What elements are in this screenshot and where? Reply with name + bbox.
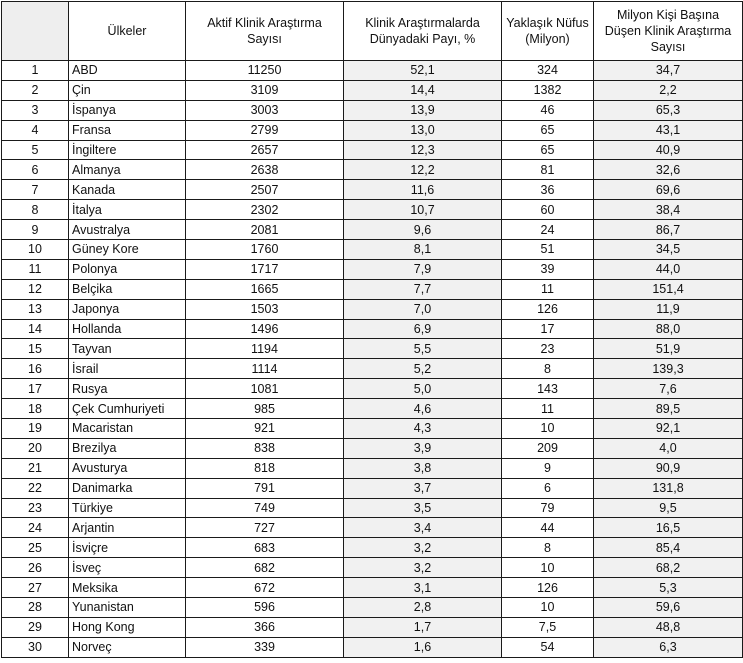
cell-population: 11	[502, 399, 594, 419]
cell-rank: 12	[2, 279, 69, 299]
cell-world-share: 3,2	[344, 538, 502, 558]
cell-population: 79	[502, 498, 594, 518]
cell-per-million: 5,3	[594, 578, 743, 598]
cell-active-trials: 985	[186, 399, 344, 419]
cell-per-million: 11,9	[594, 299, 743, 319]
cell-per-million: 65,3	[594, 100, 743, 120]
cell-country: Danimarka	[69, 478, 186, 498]
cell-population: 10	[502, 558, 594, 578]
cell-active-trials: 818	[186, 458, 344, 478]
table-row	[2, 299, 743, 319]
table-row	[2, 61, 743, 81]
header-row	[2, 2, 743, 61]
cell-per-million: 34,7	[594, 61, 743, 81]
cell-world-share: 7,0	[344, 299, 502, 319]
cell-world-share: 2,8	[344, 598, 502, 618]
cell-per-million: 38,4	[594, 200, 743, 220]
cell-population: 81	[502, 160, 594, 180]
cell-country: ABD	[69, 61, 186, 81]
cell-active-trials: 749	[186, 498, 344, 518]
table-row	[2, 200, 743, 220]
cell-country: Türkiye	[69, 498, 186, 518]
cell-country: Hollanda	[69, 319, 186, 339]
table-row	[2, 498, 743, 518]
cell-per-million: 89,5	[594, 399, 743, 419]
cell-active-trials: 2657	[186, 140, 344, 160]
cell-country: Meksika	[69, 578, 186, 598]
cell-world-share: 3,2	[344, 558, 502, 578]
cell-country: Rusya	[69, 379, 186, 399]
cell-per-million: 85,4	[594, 538, 743, 558]
table-row	[2, 279, 743, 299]
table-row	[2, 458, 743, 478]
cell-country: Norveç	[69, 637, 186, 657]
table-row	[2, 419, 743, 439]
cell-population: 44	[502, 518, 594, 538]
cell-active-trials: 1081	[186, 379, 344, 399]
cell-active-trials: 1717	[186, 259, 344, 279]
cell-population: 1382	[502, 80, 594, 100]
cell-world-share: 11,6	[344, 180, 502, 200]
cell-active-trials: 1503	[186, 299, 344, 319]
cell-world-share: 3,9	[344, 438, 502, 458]
cell-world-share: 52,1	[344, 61, 502, 81]
cell-world-share: 5,5	[344, 339, 502, 359]
cell-population: 143	[502, 379, 594, 399]
cell-rank: 28	[2, 598, 69, 618]
cell-per-million: 68,2	[594, 558, 743, 578]
cell-rank: 17	[2, 379, 69, 399]
cell-rank: 13	[2, 299, 69, 319]
cell-country: Arjantin	[69, 518, 186, 538]
cell-population: 17	[502, 319, 594, 339]
cell-world-share: 3,8	[344, 458, 502, 478]
cell-population: 126	[502, 578, 594, 598]
table-row	[2, 259, 743, 279]
cell-rank: 19	[2, 419, 69, 439]
cell-world-share: 4,6	[344, 399, 502, 419]
cell-per-million: 92,1	[594, 419, 743, 439]
cell-per-million: 16,5	[594, 518, 743, 538]
cell-population: 24	[502, 220, 594, 240]
cell-world-share: 13,0	[344, 120, 502, 140]
cell-per-million: 151,4	[594, 279, 743, 299]
cell-rank: 29	[2, 617, 69, 637]
table-row	[2, 617, 743, 637]
cell-active-trials: 2799	[186, 120, 344, 140]
cell-world-share: 9,6	[344, 220, 502, 240]
cell-country: İsviçre	[69, 538, 186, 558]
cell-active-trials: 683	[186, 538, 344, 558]
cell-rank: 21	[2, 458, 69, 478]
clinical-trials-table	[1, 1, 743, 658]
cell-per-million: 9,5	[594, 498, 743, 518]
cell-rank: 2	[2, 80, 69, 100]
cell-active-trials: 727	[186, 518, 344, 538]
header-world-share: Klinik Araştırmalarda Dünyadaki Payı, %	[344, 2, 502, 61]
cell-rank: 26	[2, 558, 69, 578]
cell-population: 39	[502, 259, 594, 279]
table-row	[2, 160, 743, 180]
cell-world-share: 14,4	[344, 80, 502, 100]
cell-population: 10	[502, 598, 594, 618]
cell-world-share: 3,1	[344, 578, 502, 598]
cell-population: 60	[502, 200, 594, 220]
cell-population: 126	[502, 299, 594, 319]
cell-active-trials: 682	[186, 558, 344, 578]
cell-active-trials: 2302	[186, 200, 344, 220]
cell-population: 8	[502, 359, 594, 379]
cell-population: 54	[502, 637, 594, 657]
cell-active-trials: 921	[186, 419, 344, 439]
cell-country: Hong Kong	[69, 617, 186, 637]
cell-rank: 23	[2, 498, 69, 518]
cell-world-share: 7,9	[344, 259, 502, 279]
cell-world-share: 4,3	[344, 419, 502, 439]
cell-world-share: 3,4	[344, 518, 502, 538]
cell-rank: 24	[2, 518, 69, 538]
cell-rank: 16	[2, 359, 69, 379]
cell-rank: 5	[2, 140, 69, 160]
cell-per-million: 6,3	[594, 637, 743, 657]
cell-active-trials: 1665	[186, 279, 344, 299]
header-per-million: Milyon Kişi Başına Düşen Klinik Araştırma Sayısı	[594, 2, 743, 61]
cell-population: 9	[502, 458, 594, 478]
table-row	[2, 319, 743, 339]
cell-per-million: 131,8	[594, 478, 743, 498]
cell-population: 11	[502, 279, 594, 299]
table-row	[2, 180, 743, 200]
table-row	[2, 220, 743, 240]
table-row	[2, 80, 743, 100]
cell-per-million: 88,0	[594, 319, 743, 339]
cell-per-million: 32,6	[594, 160, 743, 180]
cell-country: İspanya	[69, 100, 186, 120]
table-row	[2, 578, 743, 598]
table-row	[2, 240, 743, 260]
cell-rank: 1	[2, 61, 69, 81]
cell-country: Polonya	[69, 259, 186, 279]
cell-world-share: 1,6	[344, 637, 502, 657]
cell-rank: 4	[2, 120, 69, 140]
cell-country: İtalya	[69, 200, 186, 220]
cell-per-million: 7,6	[594, 379, 743, 399]
table-row	[2, 120, 743, 140]
table-row	[2, 339, 743, 359]
cell-active-trials: 838	[186, 438, 344, 458]
cell-rank: 15	[2, 339, 69, 359]
cell-country: Japonya	[69, 299, 186, 319]
cell-country: Yunanistan	[69, 598, 186, 618]
cell-rank: 3	[2, 100, 69, 120]
cell-active-trials: 2638	[186, 160, 344, 180]
table-row	[2, 438, 743, 458]
cell-rank: 25	[2, 538, 69, 558]
cell-world-share: 12,3	[344, 140, 502, 160]
cell-rank: 6	[2, 160, 69, 180]
cell-population: 65	[502, 120, 594, 140]
cell-per-million: 90,9	[594, 458, 743, 478]
cell-population: 324	[502, 61, 594, 81]
table-row	[2, 359, 743, 379]
cell-world-share: 13,9	[344, 100, 502, 120]
cell-active-trials: 3003	[186, 100, 344, 120]
table-row	[2, 538, 743, 558]
cell-country: Macaristan	[69, 419, 186, 439]
table-row	[2, 379, 743, 399]
cell-active-trials: 1194	[186, 339, 344, 359]
cell-per-million: 44,0	[594, 259, 743, 279]
cell-active-trials: 596	[186, 598, 344, 618]
cell-per-million: 48,8	[594, 617, 743, 637]
cell-population: 65	[502, 140, 594, 160]
cell-rank: 14	[2, 319, 69, 339]
cell-world-share: 5,0	[344, 379, 502, 399]
cell-rank: 10	[2, 240, 69, 260]
header-rank	[2, 2, 69, 61]
table-row	[2, 558, 743, 578]
cell-country: Avustralya	[69, 220, 186, 240]
cell-country: Almanya	[69, 160, 186, 180]
cell-country: Kanada	[69, 180, 186, 200]
cell-population: 46	[502, 100, 594, 120]
cell-per-million: 4,0	[594, 438, 743, 458]
cell-country: Fransa	[69, 120, 186, 140]
cell-population: 6	[502, 478, 594, 498]
cell-rank: 30	[2, 637, 69, 657]
cell-rank: 27	[2, 578, 69, 598]
cell-per-million: 43,1	[594, 120, 743, 140]
cell-world-share: 5,2	[344, 359, 502, 379]
cell-per-million: 139,3	[594, 359, 743, 379]
cell-active-trials: 1114	[186, 359, 344, 379]
cell-world-share: 8,1	[344, 240, 502, 260]
cell-country: Çek Cumhuriyeti	[69, 399, 186, 419]
cell-population: 36	[502, 180, 594, 200]
cell-per-million: 86,7	[594, 220, 743, 240]
cell-active-trials: 791	[186, 478, 344, 498]
cell-active-trials: 11250	[186, 61, 344, 81]
cell-rank: 20	[2, 438, 69, 458]
cell-active-trials: 339	[186, 637, 344, 657]
cell-world-share: 10,7	[344, 200, 502, 220]
cell-country: İngiltere	[69, 140, 186, 160]
cell-per-million: 69,6	[594, 180, 743, 200]
cell-rank: 8	[2, 200, 69, 220]
cell-active-trials: 1760	[186, 240, 344, 260]
table-row	[2, 518, 743, 538]
cell-rank: 7	[2, 180, 69, 200]
cell-population: 23	[502, 339, 594, 359]
cell-rank: 22	[2, 478, 69, 498]
cell-active-trials: 366	[186, 617, 344, 637]
table-row	[2, 140, 743, 160]
cell-population: 209	[502, 438, 594, 458]
header-population: Yaklaşık Nüfus (Milyon)	[502, 2, 594, 61]
cell-country: Çin	[69, 80, 186, 100]
cell-world-share: 3,5	[344, 498, 502, 518]
cell-rank: 11	[2, 259, 69, 279]
cell-active-trials: 1496	[186, 319, 344, 339]
cell-world-share: 6,9	[344, 319, 502, 339]
cell-country: İsrail	[69, 359, 186, 379]
cell-active-trials: 672	[186, 578, 344, 598]
cell-rank: 18	[2, 399, 69, 419]
cell-world-share: 12,2	[344, 160, 502, 180]
cell-per-million: 40,9	[594, 140, 743, 160]
table-row	[2, 598, 743, 618]
cell-population: 10	[502, 419, 594, 439]
cell-per-million: 2,2	[594, 80, 743, 100]
cell-per-million: 51,9	[594, 339, 743, 359]
table-row	[2, 399, 743, 419]
cell-country: Güney Kore	[69, 240, 186, 260]
cell-world-share: 1,7	[344, 617, 502, 637]
cell-active-trials: 3109	[186, 80, 344, 100]
cell-world-share: 3,7	[344, 478, 502, 498]
table-row	[2, 478, 743, 498]
table-row	[2, 100, 743, 120]
cell-population: 7,5	[502, 617, 594, 637]
cell-country: Avusturya	[69, 458, 186, 478]
cell-rank: 9	[2, 220, 69, 240]
cell-country: Brezilya	[69, 438, 186, 458]
table-row	[2, 637, 743, 657]
cell-world-share: 7,7	[344, 279, 502, 299]
cell-active-trials: 2507	[186, 180, 344, 200]
cell-country: Tayvan	[69, 339, 186, 359]
cell-country: Belçika	[69, 279, 186, 299]
cell-active-trials: 2081	[186, 220, 344, 240]
header-country: Ülkeler	[69, 2, 186, 61]
cell-per-million: 34,5	[594, 240, 743, 260]
cell-per-million: 59,6	[594, 598, 743, 618]
cell-population: 8	[502, 538, 594, 558]
cell-population: 51	[502, 240, 594, 260]
cell-country: İsveç	[69, 558, 186, 578]
header-active-trials: Aktif Klinik Araştırma Sayısı	[186, 2, 344, 61]
